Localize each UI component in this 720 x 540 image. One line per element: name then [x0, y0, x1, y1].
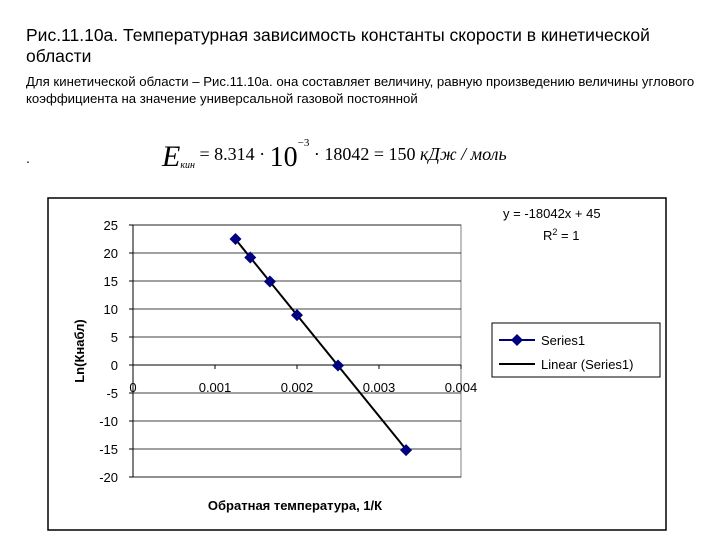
x-tick-label: 0.004 — [444, 380, 478, 395]
y-tick-label: 20 — [103, 246, 118, 261]
formula-exponent: −3 — [297, 137, 310, 149]
formula-unit: кДж / моль — [420, 144, 507, 164]
legend — [492, 323, 660, 377]
formula-lhs: E — [162, 140, 181, 173]
legend-linear-label: Linear (Series1) — [541, 357, 634, 372]
x-tick-label: 0.001 — [198, 380, 232, 395]
y-axis-label: Ln(Кнабл) — [72, 319, 87, 383]
y-tick-label: -10 — [99, 414, 118, 429]
y-tick-label: 25 — [103, 218, 118, 233]
y-tick-label: 0 — [110, 358, 118, 373]
y-tick-label: -15 — [99, 442, 118, 457]
x-tick-label: 0.002 — [280, 380, 314, 395]
formula-ten: 10 — [269, 142, 298, 173]
formula-subscript: кин — [180, 160, 195, 171]
x-tick-label: 0.003 — [362, 380, 396, 395]
slide-body-text: Для кинетической области – Рис.11.10а. она составляет величину, равную произведению величины углового коэффициента на значение универсальной газовой постоянной — [26, 74, 695, 106]
trendline-equation: y = -18042x + 45 — [503, 206, 601, 221]
bullet-dot: . — [26, 150, 30, 166]
slide-title: Рис.11.10а. Температурная зависимость константы скорости в кинетической области — [26, 25, 650, 66]
formula-product: · 18042 = 150 — [313, 144, 416, 164]
formula-gas-constant: = 8.314 · — [199, 144, 266, 164]
y-tick-label: -20 — [99, 470, 118, 485]
y-tick-label: 15 — [103, 274, 118, 289]
y-tick-label: 10 — [103, 302, 118, 317]
y-tick-label: -5 — [106, 386, 118, 401]
x-axis-label: Обратная температура, 1/К — [207, 498, 383, 513]
plot-area — [133, 225, 461, 477]
r-squared-label: $R^2 = 1$ — [543, 227, 580, 243]
x-tick-label: 0 — [129, 380, 137, 395]
y-tick-label: 5 — [110, 330, 118, 345]
legend-series1-label: Series1 — [541, 333, 586, 348]
